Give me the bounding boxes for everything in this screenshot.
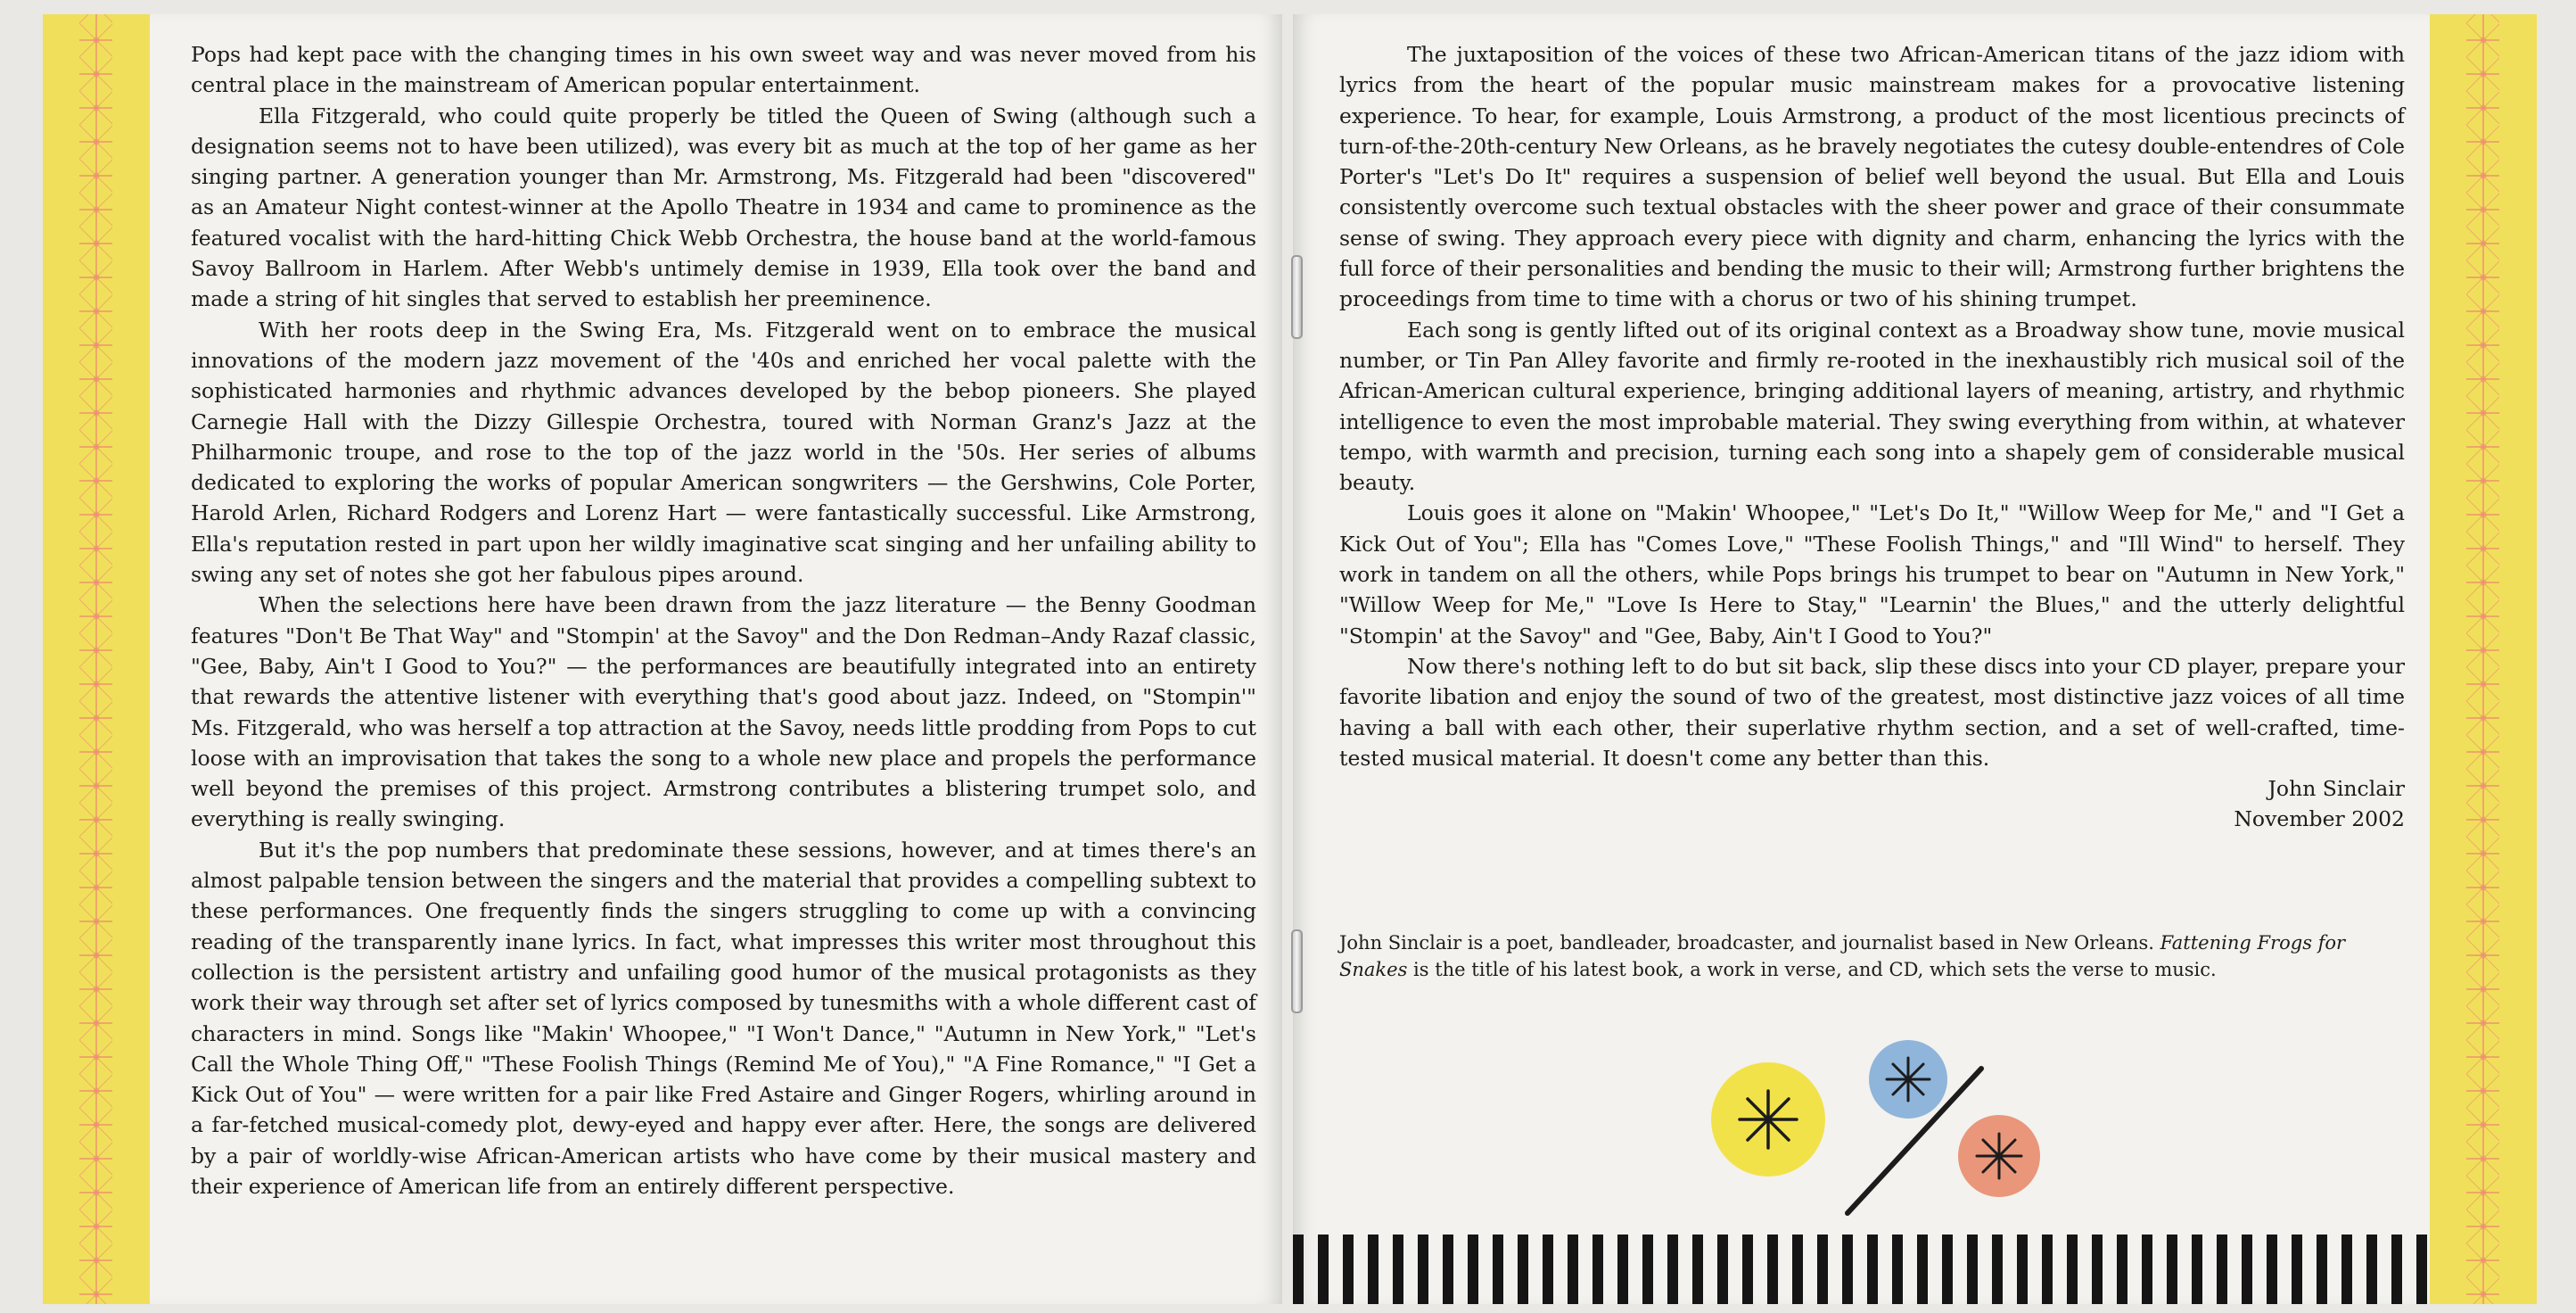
- left-page-text: [191, 39, 1256, 1202]
- paragraph: Each song is gently lifted out of its original context as a Broadway show tune, movie musical number, or Tin Pan Alley favorite and firmly re-rooted in the inexhaustibly rich musical soil of the African-American cultural experience, bringing additional layers of meaning, artistry, and rhythmic intelligence to even the most improbable material. They swing everything from within, at whatever tempo, with warmth and precision, turning each song into a shapely gem of considerable musical beauty.: [1339, 317, 2405, 496]
- signature-date: November 2002: [2234, 806, 2405, 832]
- paragraph: Now there's nothing left to do but sit back, slip these discs into your CD player, prepare your favorite libation and enjoy the sound of two of the greatest, most distinctive jazz voices of all time having a ball with each other, their superlative rhythm section, and a set of well-crafted, time-tested musical material. It doesn't come any better than this.: [1339, 653, 2405, 771]
- paragraph: But it's the pop numbers that predominate these sessions, however, and at times there's an almost palpable tension between the singers and the material that provides a compelling subtext to these performances. One frequently finds the singers struggling to come up with a convincing reading of the transparently inane lyrics. In fact, what impresses this writer most throughout this collection is the persistent artistry and unfailing good humor of the musical protagonists as they work their way through set after set of lyrics composed by tunesmiths with a whole different cast of characters in mind. Songs like "Makin' Whoopee," "I Won't Dance," "Autumn in New York," "Let's Call the Whole Thing Off," "These Foolish Things (Remind Me of You)," "A Fine Romance," "I Get a Kick Out of You" — were written for a pair like Fred Astaire and Ginger Rogers, whirling around in a far-fetched musical-comedy plot, dewy-eyed and happy ever after. Here, the songs are delivered by a pair of worldly-wise African-American artists who have come by their musical mastery and their experience of American life from an entirely different perspective.: [191, 837, 1256, 1199]
- author-bio: [1339, 929, 2405, 983]
- starburst-decoration: [1650, 1040, 2113, 1254]
- right-page: [1293, 14, 2537, 1304]
- yellow-star-band-left: [43, 14, 150, 1304]
- starburst-salmon-circle-icon: [1958, 1115, 2040, 1197]
- paragraph: Pops had kept pace with the changing times in his own sweet way and was never moved from his central place in the mainstream of American popular entertainment.: [191, 42, 1256, 98]
- bio-text: John Sinclair is a poet, bandleader, broadcaster, and journalist based in New Orleans.: [1339, 932, 2160, 954]
- starburst-blue-circle-icon: [1869, 1040, 1947, 1119]
- signature-name: John Sinclair: [2267, 776, 2405, 802]
- bio-book-title: Fattening Frogs for Snakes: [1339, 932, 2346, 980]
- staple-icon: [1291, 255, 1303, 339]
- piano-keys-border: [1293, 1235, 2430, 1304]
- staple-icon: [1291, 929, 1303, 1013]
- paragraph: Ella Fitzgerald, who could quite properly be titled the Queen of Swing (although such a designation seems not to have been utilized), was every bit as much at the top of her game as her singing partner. A generation younger than Mr. Armstrong, Ms. Fitzgerald had been "discovered" as an Amateur Night contest-winner at the Apollo Theatre in 1934 and came to prominence as the featured vocalist with the hard-hitting Chick Webb Orchestra, the house band at the world-famous Savoy Ballroom in Harlem. After Webb's untimely demise in 1939, Ella took over the band and made a string of hit singles that served to establish her preeminence.: [191, 103, 1256, 312]
- yellow-star-band-right: [2430, 14, 2537, 1304]
- paragraph: The juxtaposition of the voices of these two African-American titans of the jazz idiom with lyrics from the heart of the popular music mainstream makes for a provocative listening experience. To hear, for example, Louis Armstrong, a product of the most licentious precincts of turn-of-the-20th-century New Orleans, as he bravely negotiates the cutesy double-entendres of Cole Porter's "Let's Do It" requires a suspension of belief well beyond the usual. But Ella and Louis consistently overcome such textual obstacles with the sheer power and grace of their consummate sense of swing. They approach every piece with dignity and charm, enhancing the lyrics with the full force of their personalities and bending the music to their will; Armstrong further brightens the proceedings from time to time with a chorus or two of his shining trumpet.: [1339, 42, 2405, 312]
- paragraph: Louis goes it alone on "Makin' Whoopee," "Let's Do It," "Willow Weep for Me," and "I Get a Kick Out of You"; Ella has "Comes Love," "These Foolish Things," and "Ill Wind" to herself. They work in tandem on all the others, while Pops brings his trumpet to bear on "Autumn in New York," "Willow Weep for Me," "Love Is Here to Stay," "Learnin' the Blues," and the utterly delightful "Stompin' at the Savoy" and "Gee, Baby, Ain't I Good to You?": [1339, 500, 2405, 648]
- right-page-text: [1339, 39, 2405, 835]
- bio-text-after: is the title of his latest book, a work in verse, and CD, which sets the verse to music.: [1407, 959, 2217, 980]
- paragraph: With her roots deep in the Swing Era, Ms. Fitzgerald went on to embrace the musical innovations of the modern jazz movement of the '40s and enriched her vocal palette with the sophisticated harmonies and rhythmic advances developed by the bebop pioneers. She played Carnegie Hall with the Dizzy Gillespie Orchestra, toured with Norman Granz's Jazz at the Philharmonic troupe, and rose to the top of the jazz world in the '50s. Her series of albums dedicated to exploring the works of popular American songwriters — the Gershwins, Cole Porter, Harold Arlen, Richard Rodgers and Lorenz Hart — were fantastically successful. Like Armstrong, Ella's reputation rested in part upon her wildly imaginative scat singing and her unfailing ability to swing any set of notes she got her fabulous pipes around.: [191, 317, 1256, 588]
- left-page: [43, 14, 1282, 1304]
- starburst-yellow-circle-icon: [1711, 1062, 1825, 1177]
- paragraph: When the selections here have been drawn from the jazz literature — the Benny Goodman features "Don't Be That Way" and "Stompin' at the Savoy" and the Don Redman–Andy Razaf classic, "Gee, Baby, Ain't I Good to You?" — the performances are beautifully integrated into an entirety that rewards the attentive listener with everything that's good about jazz. Indeed, on "Stompin'" Ms. Fitzgerald, who was herself a top attraction at the Savoy, needs little prodding from Pops to cut loose with an improvisation that takes the song to a whole new place and propels the performance well beyond the premises of this project. Armstrong contributes a blistering trumpet solo, and everything is really swinging.: [191, 592, 1256, 832]
